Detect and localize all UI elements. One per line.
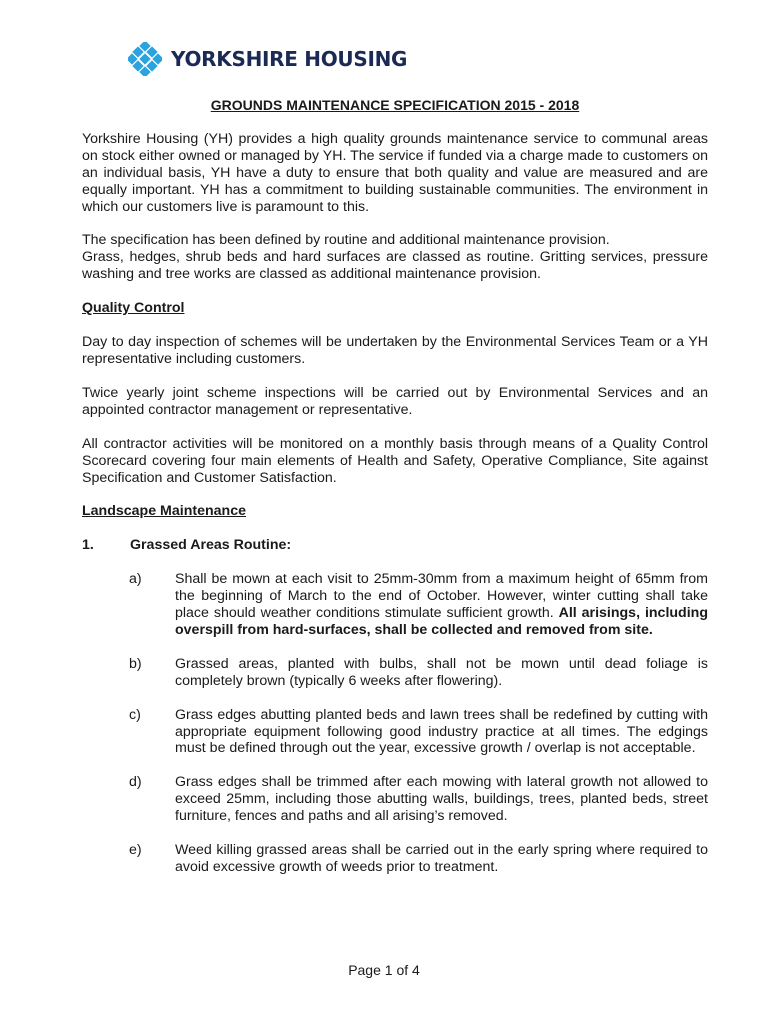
list-item <box>129 774 708 825</box>
list-item-marker: d) <box>129 774 142 791</box>
yorkshire-housing-logo-icon <box>128 42 162 76</box>
list-item-bold-text: All arisings, including overspill from hard-surfaces, shall be collected and removed from site. <box>175 605 708 638</box>
list-item <box>129 707 708 758</box>
spec-paragraph-2: Grass, hedges, shrub beds and hard surfaces are classed as routine. Gritting services, pressure washing and tree works are classed as additional maintenance provision. <box>82 249 708 283</box>
page-number: Page 1 of 4 <box>348 962 420 978</box>
document-body <box>82 90 708 876</box>
quality-paragraph-2: Twice yearly joint scheme inspections will be carried out by Environmental Services and an appointed contractor management or representative. <box>82 384 708 418</box>
list-item-marker: a) <box>129 571 142 588</box>
section-number: 1. <box>82 537 94 554</box>
list-item-text: Shall be mown at each visit to 25mm-30mm from a maximum height of 65mm from the beginning of March to the end of October. However, winter cutting shall take place should weather conditions stimulate sufficient growth. <box>175 571 708 622</box>
list-item-text: Weed killing grassed areas shall be carried out in the early spring where required to avoid excessive growth of weeds prior to treatment. <box>175 842 708 875</box>
document-title: GROUNDS MAINTENANCE SPECIFICATION 2015 - 2018 <box>210 97 580 113</box>
logo-text: YORKSHIRE HOUSING <box>171 47 408 71</box>
intro-paragraph: Yorkshire Housing (YH) provides a high quality grounds maintenance service to communal areas on stock either owned or managed by YH. The service if funded via a charge made to customers on an individual basis, YH have a duty to ensure that both quality and value are measured and are equally important. YH has a commitment to building sustainable communities. The environment in which our customers live is paramount to this. <box>82 130 708 215</box>
landscape-maintenance-heading: Landscape Maintenance <box>82 503 246 520</box>
company-logo <box>128 42 407 76</box>
quality-paragraph-3: All contractor activities will be monitored on a monthly basis through means of a Quality Control Scorecard covering four main elements of Health and Safety, Operative Compliance, Site against Specification and Customer Satisfaction. <box>82 435 708 486</box>
list-item-marker: e) <box>129 842 142 859</box>
section-heading <box>82 537 708 554</box>
spec-paragraph-1: The specification has been defined by routine and additional maintenance provision. <box>82 232 610 249</box>
list-item-body <box>175 571 708 639</box>
list-item <box>129 571 708 639</box>
list-item-marker: b) <box>129 655 142 672</box>
list-item-text: Grassed areas, planted with bulbs, shall not be mown until dead foliage is completely brown (typically 6 weeks after flowering). <box>175 655 708 689</box>
quality-control-heading: Quality Control <box>82 300 185 317</box>
list-item-text: Grass edges shall be trimmed after each mowing with lateral growth not allowed to exceed 25mm, including those abutting walls, buildings, trees, planted beds, street furniture, fences and paths and all arising’s removed. <box>175 774 708 825</box>
list-item <box>129 842 708 876</box>
list-item-text: Grass edges abutting planted beds and lawn trees shall be redefined by cutting with appropriate equipment following good industry practice at all times. The edgings must be defined through out the year, excessive growth / overlap is not acceptable. <box>175 706 708 757</box>
list-item-marker: c) <box>129 706 141 723</box>
list-item <box>129 656 708 690</box>
section-title: Grassed Areas Routine: <box>130 537 292 554</box>
quality-paragraph-1: Day to day inspection of schemes will be undertaken by the Environmental Services Team or a YH representative including customers. <box>82 334 708 367</box>
